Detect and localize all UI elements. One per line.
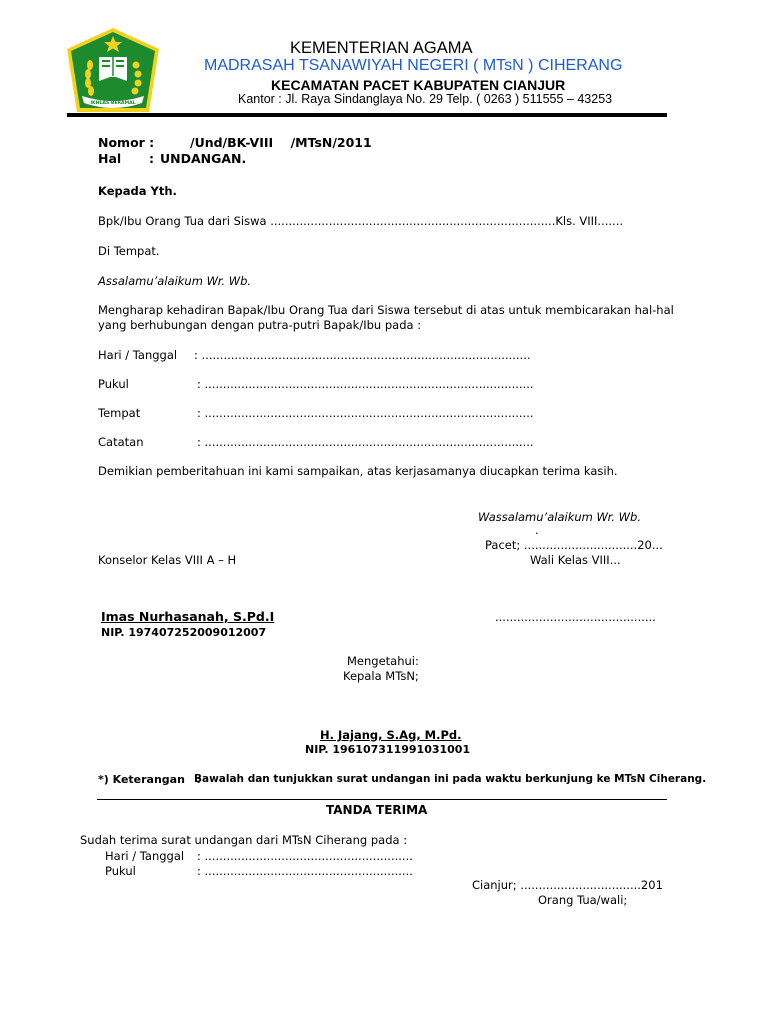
konselor-title: Konselor Kelas VIII A – H — [98, 553, 237, 567]
place-date: Pacet; ...............................20... — [485, 538, 663, 552]
konselor-name: Imas Nurhasanah, S.Pd.I — [101, 609, 275, 624]
wali-signature-line: ............................................ — [495, 610, 656, 624]
letterhead-district: KECAMATAN PACET KABUPATEN CIANJUR — [271, 77, 566, 93]
recipient-line: Bpk/Ibu Orang Tua dari Siswa ..............................................................................Kls. VIII....... — [98, 214, 624, 228]
field-label-hari: Hari / Tanggal — [98, 348, 178, 362]
kepala-name: H. Jajang, S.Ag, M.Pd. — [320, 728, 462, 742]
body-line-1: Mengharap kehadiran Bapak/Ibu Orang Tua dari Siswa tersebut di atas untuk membicarakan hal-hal — [98, 303, 674, 317]
receipt-intro: Sudah terima surat undangan dari MTsN Ciherang pada : — [80, 833, 408, 847]
letterhead-address: Kantor : Jl. Raya Sindanglaya No. 29 Telp. ( 0263 ) 511555 – 43253 — [238, 92, 613, 106]
kepada-yth: Kepada Yth. — [98, 184, 177, 198]
receipt-title: TANDA TERIMA — [326, 803, 428, 817]
mengetahui: Mengetahui: — [347, 654, 419, 668]
note-label: *) Keterangan : — [98, 773, 201, 786]
kepala-title: Kepala MTsN; — [343, 669, 419, 683]
greeting: Assalamu’alaikum Wr. Wb. — [98, 274, 252, 288]
receipt-signer: Orang Tua/wali; — [538, 893, 628, 907]
field-label-tempat: Tempat — [98, 406, 141, 420]
farewell-dot: . — [535, 523, 539, 537]
receipt-divider — [97, 799, 667, 800]
field-value-hari: : .......................................................................................... — [194, 348, 531, 362]
closing-line: Demikian pemberitahuan ini kami sampaikan, atas kerjasamanya diucapkan terima kasih. — [98, 464, 618, 478]
wali-title: Wali Kelas VIII... — [530, 553, 621, 567]
receipt-value-pukul: : ......................................................... — [197, 864, 413, 878]
hal-value: UNDANGAN. — [160, 151, 247, 166]
letterhead-divider — [67, 113, 667, 117]
nomor-label: Nomor : — [98, 135, 155, 150]
field-value-tempat: : .......................................................................................... — [197, 406, 534, 420]
body-line-2: yang berhubungan dengan putra-putri Bapak/Ibu pada : — [98, 318, 422, 332]
field-value-catatan: : .......................................................................................... — [197, 435, 534, 449]
hal-separator: : — [149, 151, 154, 166]
receipt-place-date: Cianjur; .................................201 — [472, 878, 663, 892]
nomor-value: /Und/BK-VIII /MTsN/2011 — [190, 135, 372, 150]
letterhead-ministry: KEMENTERIAN AGAMA — [290, 39, 473, 57]
di-tempat: Di Tempat. — [98, 244, 160, 258]
konselor-nip: NIP. 197407252009012007 — [101, 626, 267, 639]
receipt-value-hari: : ......................................................... — [197, 849, 413, 863]
note-text: Bawalah dan tunjukkan surat undangan ini pada waktu berkunjung ke MTsN Ciherang. — [194, 773, 707, 785]
field-label-catatan: Catatan — [98, 435, 144, 449]
logo-ribbon-text: IKHLAS BERAMAL — [90, 101, 136, 106]
receipt-label-pukul: Pukul — [105, 864, 136, 878]
field-label-pukul: Pukul — [98, 377, 129, 391]
kepala-nip: NIP. 196107311991031001 — [305, 743, 471, 756]
ministry-logo — [66, 27, 160, 113]
receipt-label-hari: Hari / Tanggal — [105, 849, 185, 863]
hal-label: Hal — [98, 151, 122, 166]
farewell: Wassalamu’alaikum Wr. Wb. — [478, 510, 641, 524]
letterhead-school: MADRASAH TSANAWIYAH NEGERI ( MTsN ) CIHERANG — [204, 57, 623, 74]
field-value-pukul: : .......................................................................................... — [197, 377, 534, 391]
